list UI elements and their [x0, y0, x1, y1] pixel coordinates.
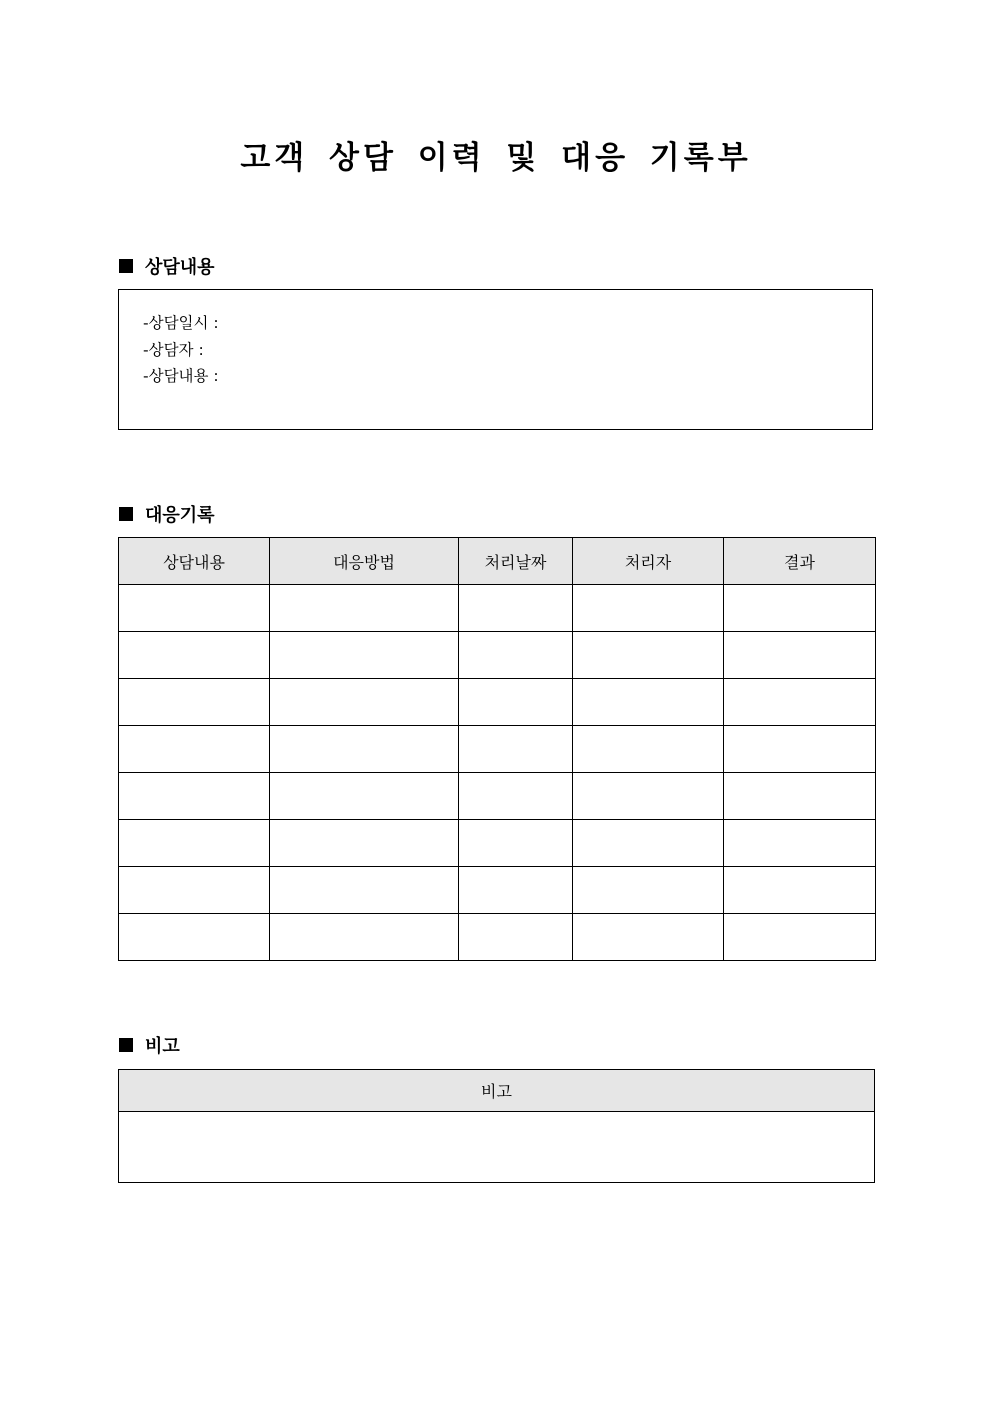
consult-date-field[interactable]: -상담일시 : — [143, 314, 219, 332]
response-record-table — [118, 537, 876, 961]
cell-date[interactable] — [459, 585, 573, 632]
column-header-handler: 처리자 — [573, 538, 724, 585]
cell-date[interactable] — [459, 773, 573, 820]
square-bullet-icon — [119, 507, 133, 521]
cell-result[interactable] — [724, 585, 876, 632]
cell-date[interactable] — [459, 820, 573, 867]
square-bullet-icon — [119, 259, 133, 273]
cell-date[interactable] — [459, 632, 573, 679]
record-heading-label: 대응기록 — [145, 505, 215, 526]
cell-consult[interactable] — [119, 632, 270, 679]
cell-handler[interactable] — [573, 726, 724, 773]
record-section-heading — [119, 501, 215, 527]
remark-heading-label: 비고 — [145, 1036, 180, 1057]
cell-consult[interactable] — [119, 914, 270, 961]
table-row — [119, 585, 876, 632]
table-row — [119, 679, 876, 726]
column-header-result: 결과 — [724, 538, 876, 585]
column-header-remark: 비고 — [119, 1070, 875, 1112]
cell-consult[interactable] — [119, 585, 270, 632]
column-header-date: 처리날짜 — [459, 538, 573, 585]
cell-result[interactable] — [724, 820, 876, 867]
cell-handler[interactable] — [573, 867, 724, 914]
table-row — [119, 820, 876, 867]
consult-heading-label: 상담내용 — [145, 257, 215, 278]
table-header-row — [119, 1070, 875, 1112]
table-row — [119, 1112, 875, 1183]
remark-content-cell[interactable] — [119, 1112, 875, 1183]
cell-method[interactable] — [270, 867, 459, 914]
remark-table — [118, 1069, 875, 1183]
cell-method[interactable] — [270, 632, 459, 679]
cell-handler[interactable] — [573, 679, 724, 726]
table-row — [119, 914, 876, 961]
table-row — [119, 773, 876, 820]
cell-handler[interactable] — [573, 773, 724, 820]
cell-method[interactable] — [270, 914, 459, 961]
consult-content-field[interactable]: -상담내용 : — [143, 367, 219, 385]
cell-method[interactable] — [270, 726, 459, 773]
consultant-field[interactable]: -상담자 : — [143, 340, 204, 359]
consult-details-box — [118, 289, 873, 430]
remark-section-heading — [119, 1032, 180, 1058]
cell-date[interactable] — [459, 726, 573, 773]
cell-date[interactable] — [459, 679, 573, 726]
cell-date[interactable] — [459, 867, 573, 914]
cell-result[interactable] — [724, 726, 876, 773]
cell-consult[interactable] — [119, 726, 270, 773]
cell-method[interactable] — [270, 820, 459, 867]
cell-consult[interactable] — [119, 773, 270, 820]
cell-date[interactable] — [459, 914, 573, 961]
table-row — [119, 867, 876, 914]
cell-result[interactable] — [724, 867, 876, 914]
cell-result[interactable] — [724, 679, 876, 726]
cell-result[interactable] — [724, 632, 876, 679]
cell-result[interactable] — [724, 773, 876, 820]
cell-method[interactable] — [270, 585, 459, 632]
table-row — [119, 726, 876, 773]
cell-result[interactable] — [724, 914, 876, 961]
cell-consult[interactable] — [119, 820, 270, 867]
cell-handler[interactable] — [573, 585, 724, 632]
document-title: 고객 상담 이력 및 대응 기록부 — [240, 140, 752, 176]
column-header-method: 대응방법 — [270, 538, 459, 585]
table-row — [119, 632, 876, 679]
cell-handler[interactable] — [573, 820, 724, 867]
cell-consult[interactable] — [119, 867, 270, 914]
table-header-row — [119, 538, 876, 585]
column-header-consult: 상담내용 — [119, 538, 270, 585]
cell-method[interactable] — [270, 679, 459, 726]
cell-method[interactable] — [270, 773, 459, 820]
square-bullet-icon — [119, 1038, 133, 1052]
consult-section-heading — [119, 253, 215, 279]
cell-handler[interactable] — [573, 914, 724, 961]
cell-consult[interactable] — [119, 679, 270, 726]
cell-handler[interactable] — [573, 632, 724, 679]
